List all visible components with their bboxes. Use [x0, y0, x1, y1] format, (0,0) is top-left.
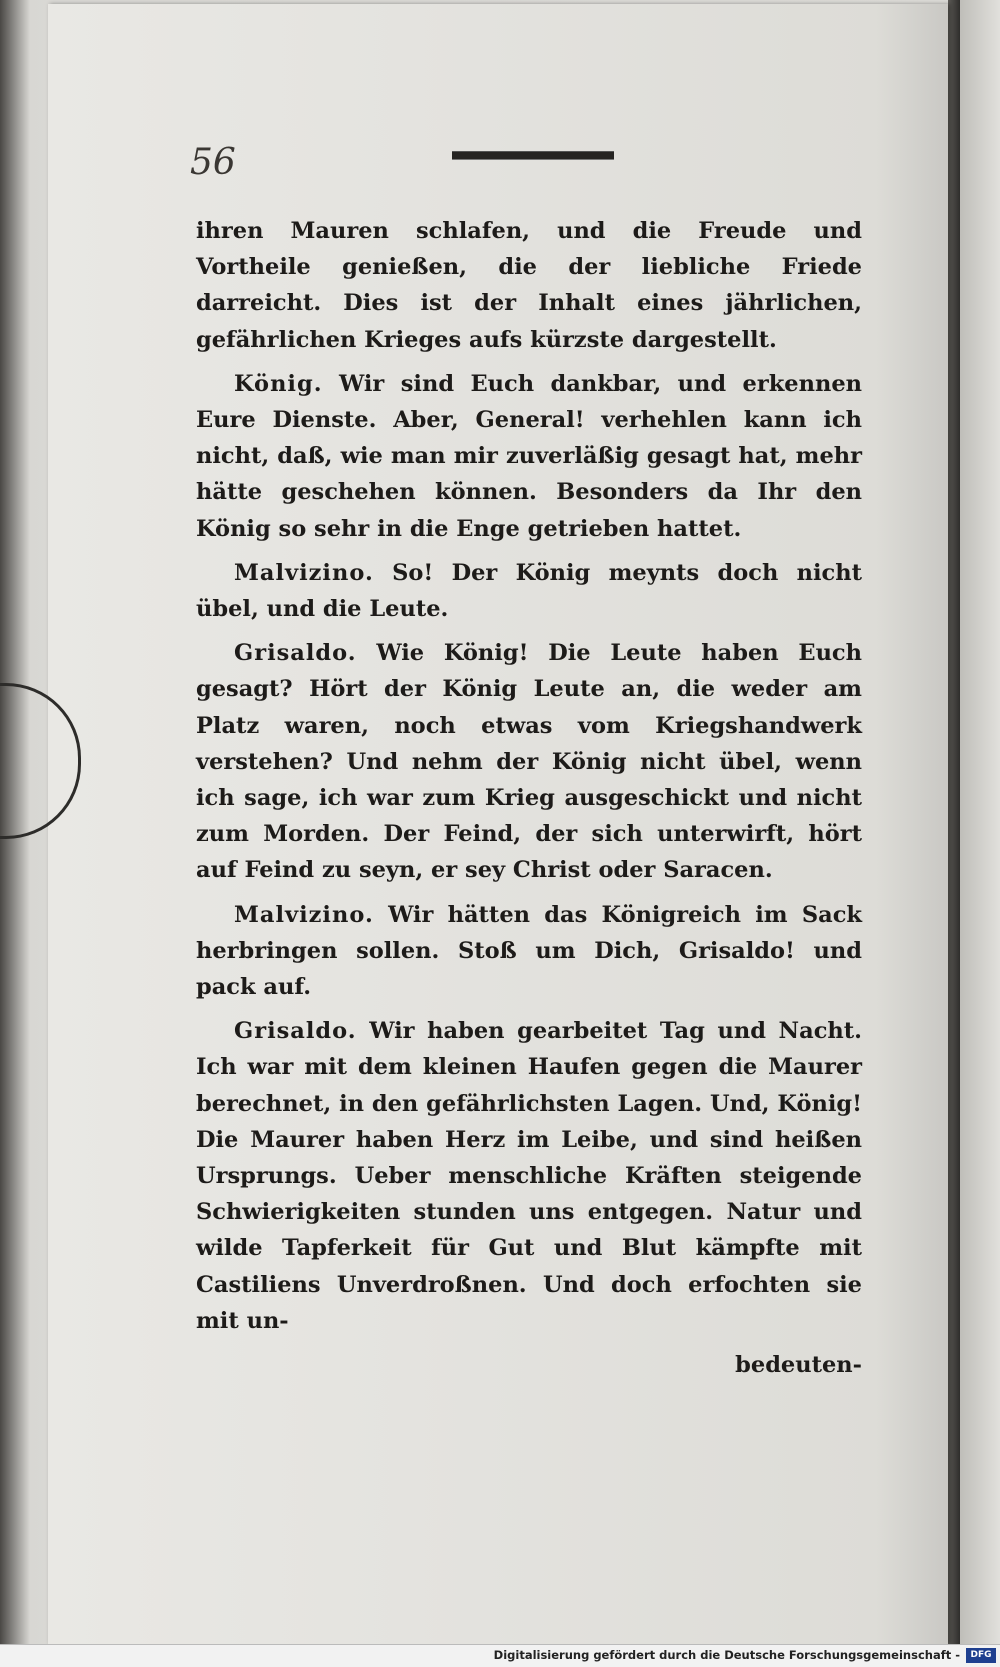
speech-text: Wie König! Die Leute haben Euch gesagt? Hört der König Leute an, die weder am Platz waren, noch etwas vom Kriegshandwerk verstehen? Und nehm der König nicht übel, wenn ich sage, ich war zum Krieg ausgeschickt und nicht zum Morden. Der Feind, der sich unterwirft, hört auf Feind zu seyn, er sey Christ oder Saracen.: [196, 640, 862, 884]
speaker-name: Malvizino.: [234, 559, 374, 586]
speech-paragraph: [196, 555, 862, 627]
catchword: bedeuten-: [735, 1352, 862, 1379]
speech-paragraph: [196, 897, 862, 1006]
header-rule: [452, 151, 614, 160]
speech-text: Wir sind Euch dankbar, und erkennen Eure Dienste. Aber, General! verhehlen kann ich nicht, daß, wie man mir zuverläßig gesagt hat, mehr hätte geschehen können. Besonders da Ihr den König so sehr in die Enge getrieben hattet.: [196, 370, 862, 542]
speaker-name: König.: [234, 370, 323, 397]
speech-paragraph: [196, 1013, 862, 1339]
speech-text: So! Der König meynts doch nicht übel, und die Leute.: [196, 559, 862, 623]
speech-text: Wir haben gearbeitet Tag und Nacht. Ich war mit dem kleinen Haufen gegen die Maurer berechnet, in den gefährlichsten Lagen. Und, König! Die Maurer haben Herz im Leibe, und sind heißen Ursprungs. Ueber menschliche Kräften steigende Schwierigkeiten stunden uns entgegen. Natur und wilde Tapferkeit für Gut und Blut kämpfte mit Castiliens Unverdroßnen. Und doch erfochten sie mit un-: [196, 1018, 862, 1334]
speaker-name: Malvizino.: [234, 901, 374, 928]
next-page-edge: [960, 0, 1000, 1644]
speech-text: Wir hätten das Königreich im Sack herbringen sollen. Stoß um Dich, Grisaldo! und pack auf.: [196, 901, 862, 1001]
speech-paragraph: [196, 635, 862, 888]
book-binding: [948, 0, 960, 1644]
dfg-logo: DFG: [966, 1648, 996, 1663]
page-body: [196, 213, 862, 1391]
speech-paragraph: [196, 366, 862, 547]
funding-credit: Digitalisierung gefördert durch die Deutsche Forschungsgemeinschaft -: [493, 1648, 960, 1662]
paragraph-text: ihren Mauren schlafen, und die Freude und Vortheile genießen, die der liebliche Friede darreicht. Dies ist der Inhalt eines jährlichen, gefährlichen Krieges aufs kürzste dargestellt.: [196, 218, 862, 353]
speaker-name: Grisaldo.: [234, 640, 357, 667]
viewer-footer: [0, 1644, 1000, 1667]
page-number: 56: [190, 142, 236, 183]
speaker-name: Grisaldo.: [234, 1018, 357, 1045]
paragraph: [196, 213, 862, 358]
